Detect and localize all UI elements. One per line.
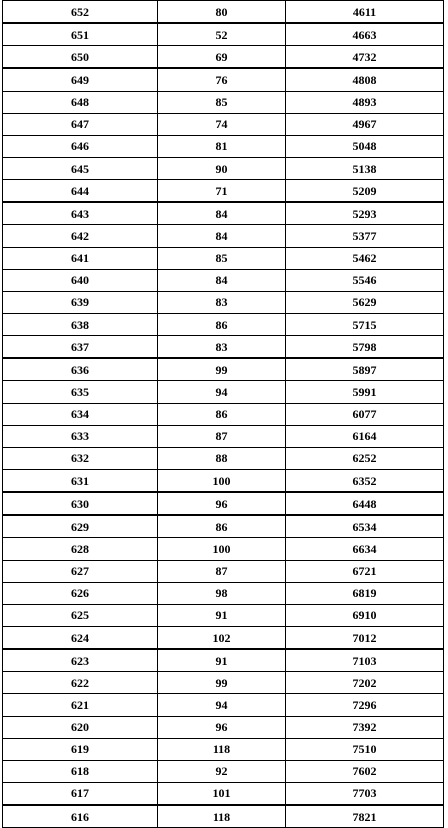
count-cell: 84 — [158, 269, 286, 291]
count-cell: 99 — [158, 672, 286, 694]
cumulative-cell: 6634 — [286, 538, 444, 560]
score-cell: 633 — [3, 425, 158, 447]
table-row — [3, 738, 444, 760]
cumulative-cell: 6910 — [286, 604, 444, 626]
score-cell: 625 — [3, 604, 158, 626]
cumulative-cell: 6448 — [286, 492, 444, 515]
count-cell: 96 — [158, 492, 286, 515]
cumulative-cell: 7103 — [286, 649, 444, 672]
score-cell: 644 — [3, 180, 158, 203]
score-cell: 637 — [3, 336, 158, 359]
score-cell: 630 — [3, 492, 158, 515]
score-cell: 616 — [3, 805, 158, 828]
table-row — [3, 247, 444, 269]
count-cell: 98 — [158, 582, 286, 604]
score-table — [2, 0, 444, 828]
score-cell: 635 — [3, 381, 158, 403]
count-cell: 52 — [158, 23, 286, 46]
score-cell: 621 — [3, 694, 158, 716]
cumulative-cell: 6077 — [286, 403, 444, 425]
cumulative-cell: 4663 — [286, 23, 444, 46]
cumulative-cell: 5048 — [286, 135, 444, 157]
cumulative-cell: 5715 — [286, 313, 444, 335]
score-cell: 640 — [3, 269, 158, 291]
score-cell: 652 — [3, 1, 158, 24]
count-cell: 81 — [158, 135, 286, 157]
cumulative-cell: 7392 — [286, 716, 444, 738]
count-cell: 96 — [158, 716, 286, 738]
score-cell: 638 — [3, 313, 158, 335]
cumulative-cell: 5209 — [286, 180, 444, 203]
cumulative-cell: 4611 — [286, 1, 444, 24]
table-row — [3, 135, 444, 157]
cumulative-cell: 6352 — [286, 469, 444, 492]
table-row — [3, 560, 444, 582]
cumulative-cell: 5293 — [286, 202, 444, 225]
table-row — [3, 672, 444, 694]
table-row — [3, 649, 444, 672]
cumulative-cell: 7821 — [286, 805, 444, 828]
count-cell: 74 — [158, 113, 286, 135]
score-cell: 647 — [3, 113, 158, 135]
score-cell: 641 — [3, 247, 158, 269]
score-table-body — [3, 1, 444, 828]
score-cell: 649 — [3, 68, 158, 91]
cumulative-cell: 5897 — [286, 358, 444, 381]
score-cell: 620 — [3, 716, 158, 738]
score-cell: 629 — [3, 515, 158, 538]
table-row — [3, 403, 444, 425]
score-cell: 626 — [3, 582, 158, 604]
score-cell: 617 — [3, 782, 158, 805]
table-row — [3, 760, 444, 782]
table-row — [3, 225, 444, 247]
score-cell: 636 — [3, 358, 158, 381]
count-cell: 94 — [158, 381, 286, 403]
cumulative-cell: 6252 — [286, 447, 444, 469]
count-cell: 86 — [158, 403, 286, 425]
cumulative-cell: 7296 — [286, 694, 444, 716]
table-row — [3, 694, 444, 716]
count-cell: 87 — [158, 425, 286, 447]
cumulative-cell: 6819 — [286, 582, 444, 604]
table-row — [3, 1, 444, 24]
cumulative-cell: 5377 — [286, 225, 444, 247]
cumulative-cell: 5629 — [286, 291, 444, 313]
table-row — [3, 469, 444, 492]
table-row — [3, 626, 444, 649]
count-cell: 118 — [158, 805, 286, 828]
table-row — [3, 202, 444, 225]
cumulative-cell: 4732 — [286, 46, 444, 69]
score-cell: 639 — [3, 291, 158, 313]
count-cell: 88 — [158, 447, 286, 469]
count-cell: 99 — [158, 358, 286, 381]
table-row — [3, 582, 444, 604]
table-row — [3, 91, 444, 113]
score-cell: 646 — [3, 135, 158, 157]
score-cell: 643 — [3, 202, 158, 225]
score-cell: 634 — [3, 403, 158, 425]
count-cell: 100 — [158, 469, 286, 492]
cumulative-cell: 5462 — [286, 247, 444, 269]
table-row — [3, 313, 444, 335]
cumulative-cell: 6534 — [286, 515, 444, 538]
count-cell: 91 — [158, 649, 286, 672]
score-cell: 648 — [3, 91, 158, 113]
table-row — [3, 515, 444, 538]
cumulative-cell: 4808 — [286, 68, 444, 91]
count-cell: 87 — [158, 560, 286, 582]
cumulative-cell: 7012 — [286, 626, 444, 649]
table-row — [3, 604, 444, 626]
count-cell: 71 — [158, 180, 286, 203]
score-cell: 632 — [3, 447, 158, 469]
table-row — [3, 782, 444, 805]
score-cell: 650 — [3, 46, 158, 69]
table-row — [3, 805, 444, 828]
cumulative-cell: 7703 — [286, 782, 444, 805]
cumulative-cell: 5138 — [286, 157, 444, 179]
score-cell: 624 — [3, 626, 158, 649]
table-row — [3, 23, 444, 46]
table-row — [3, 180, 444, 203]
count-cell: 91 — [158, 604, 286, 626]
count-cell: 80 — [158, 1, 286, 24]
count-cell: 76 — [158, 68, 286, 91]
table-row — [3, 68, 444, 91]
score-cell: 645 — [3, 157, 158, 179]
cumulative-cell: 4893 — [286, 91, 444, 113]
score-cell: 623 — [3, 649, 158, 672]
count-cell: 84 — [158, 225, 286, 247]
table-row — [3, 492, 444, 515]
count-cell: 85 — [158, 91, 286, 113]
cumulative-cell: 7602 — [286, 760, 444, 782]
cumulative-cell: 6721 — [286, 560, 444, 582]
score-cell: 628 — [3, 538, 158, 560]
count-cell: 84 — [158, 202, 286, 225]
count-cell: 69 — [158, 46, 286, 69]
table-row — [3, 336, 444, 359]
count-cell: 83 — [158, 291, 286, 313]
cumulative-cell: 5991 — [286, 381, 444, 403]
table-row — [3, 538, 444, 560]
score-cell: 642 — [3, 225, 158, 247]
score-cell: 618 — [3, 760, 158, 782]
score-cell: 622 — [3, 672, 158, 694]
table-row — [3, 291, 444, 313]
table-row — [3, 358, 444, 381]
table-row — [3, 381, 444, 403]
cumulative-cell: 5798 — [286, 336, 444, 359]
count-cell: 101 — [158, 782, 286, 805]
table-row — [3, 46, 444, 69]
score-cell: 651 — [3, 23, 158, 46]
table-row — [3, 157, 444, 179]
cumulative-cell: 7202 — [286, 672, 444, 694]
table-row — [3, 447, 444, 469]
count-cell: 86 — [158, 515, 286, 538]
table-row — [3, 113, 444, 135]
score-cell: 627 — [3, 560, 158, 582]
count-cell: 100 — [158, 538, 286, 560]
score-cell: 631 — [3, 469, 158, 492]
count-cell: 118 — [158, 738, 286, 760]
count-cell: 86 — [158, 313, 286, 335]
score-cell: 619 — [3, 738, 158, 760]
count-cell: 92 — [158, 760, 286, 782]
cumulative-cell: 6164 — [286, 425, 444, 447]
count-cell: 90 — [158, 157, 286, 179]
count-cell: 94 — [158, 694, 286, 716]
table-row — [3, 269, 444, 291]
cumulative-cell: 4967 — [286, 113, 444, 135]
count-cell: 85 — [158, 247, 286, 269]
table-row — [3, 716, 444, 738]
count-cell: 83 — [158, 336, 286, 359]
cumulative-cell: 7510 — [286, 738, 444, 760]
table-row — [3, 425, 444, 447]
count-cell: 102 — [158, 626, 286, 649]
cumulative-cell: 5546 — [286, 269, 444, 291]
